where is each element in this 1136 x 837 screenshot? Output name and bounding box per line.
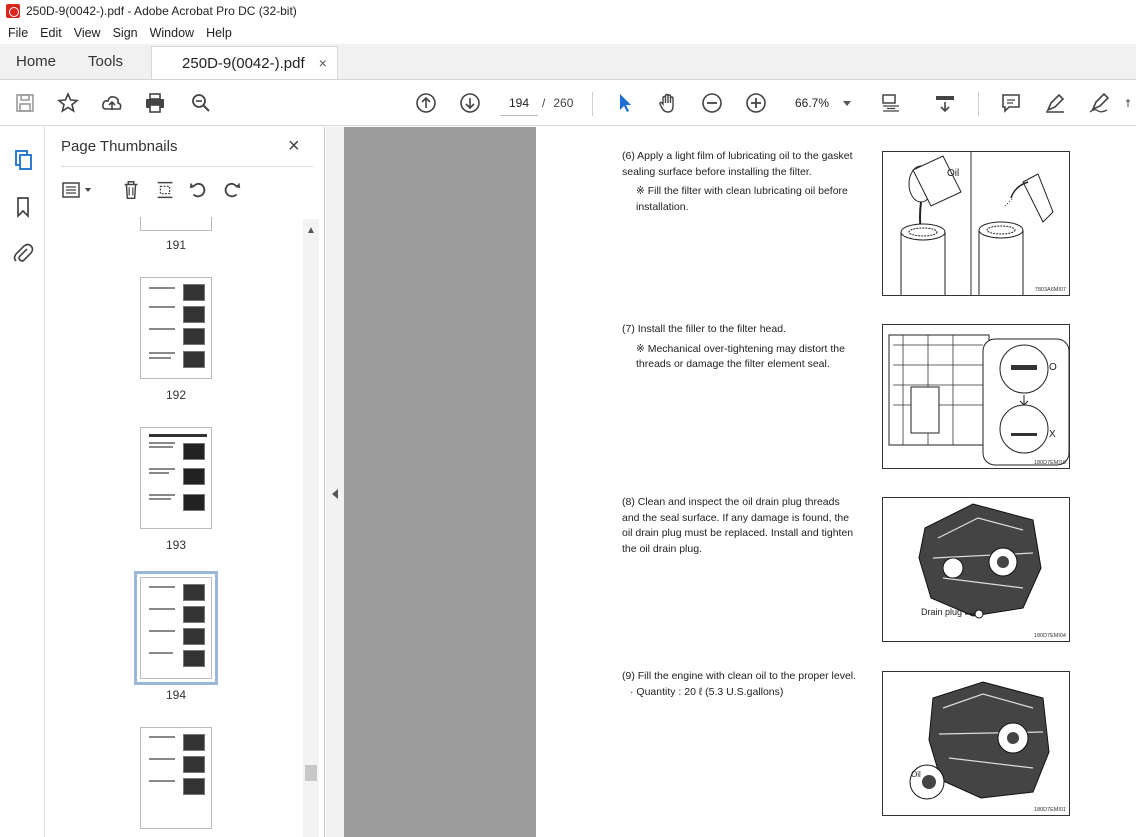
thumbnail-page-194[interactable] [140, 577, 212, 679]
figure-code: 180D7EMI01 [1033, 807, 1066, 813]
figure-label-incorrect: X [1049, 429, 1056, 440]
delete-icon[interactable] [118, 177, 144, 203]
bookmark-star-icon[interactable] [55, 90, 81, 116]
menu-bar [0, 22, 1136, 44]
figure-code: 180D7EMI10 [1033, 460, 1066, 466]
step-6-note: ※ Fill the filter with clean lubricating oil before installation. [636, 185, 848, 213]
thumbnail-page-193[interactable] [140, 427, 212, 529]
menu-edit[interactable]: Edit [40, 26, 62, 40]
toolbar-divider [978, 92, 979, 116]
menu-help[interactable]: Help [206, 26, 232, 40]
zoom-level-select[interactable]: 66.7% [787, 90, 857, 116]
thumbnail-page-191[interactable] [140, 217, 212, 231]
rotate-left-icon[interactable] [185, 177, 211, 203]
step-7-note: ※ Mechanical over-tightening may distort the threads or damage the filter element seal. [636, 342, 845, 370]
page-total-value: 260 [553, 96, 574, 110]
menu-window[interactable]: Window [149, 26, 195, 40]
figure-label-correct: O [1049, 362, 1057, 373]
thumbnail-page-192[interactable] [140, 277, 212, 379]
filter-install-illustration [883, 325, 1070, 469]
scroll-mode-icon[interactable] [932, 90, 958, 116]
close-icon[interactable]: × [288, 135, 300, 157]
figure-oil-filter [882, 151, 1070, 296]
thumbnail-page-195[interactable] [140, 727, 212, 829]
save-icon[interactable] [12, 90, 38, 116]
thumbnail-options-icon[interactable] [59, 177, 97, 203]
oil-filter-illustration [883, 152, 1070, 296]
panel-title: Page Thumbnails [61, 138, 178, 155]
left-rail [0, 127, 45, 837]
fit-page-icon[interactable] [878, 90, 904, 116]
attachments-icon[interactable] [11, 241, 35, 265]
panel-divider [61, 166, 313, 167]
figure-oil-fill [882, 671, 1070, 816]
highlight-pen-icon[interactable] [1042, 90, 1068, 116]
zoom-out-icon[interactable] [699, 90, 725, 116]
tab-document-label: 250D-9(0042-).pdf [182, 54, 305, 72]
step-7 [622, 322, 858, 373]
thumbnail-label: 193 [165, 538, 187, 552]
scroll-up-icon[interactable]: ▲ [306, 225, 316, 236]
step-9-quantity: · Quantity : 20 ℓ (5.3 U.S.gallons) [630, 685, 784, 698]
scrollbar-thumb[interactable] [305, 765, 317, 781]
tab-bar [0, 44, 1136, 80]
figure-code: 7803A6MI07 [1034, 287, 1066, 293]
step-9 [622, 669, 858, 700]
tab-document[interactable] [151, 46, 338, 79]
thumbnail-label: 192 [165, 388, 187, 402]
thumbnail-label: 194 [165, 688, 187, 702]
toolbar [0, 80, 1136, 126]
tab-home[interactable]: Home [16, 53, 57, 70]
toolbar-divider [592, 92, 593, 116]
page-thumbnails-icon[interactable] [11, 148, 35, 172]
figure-label-drain-plug: Drain plug [921, 607, 963, 617]
acrobat-icon [6, 4, 20, 18]
step-6-text: (6) Apply a light film of lubricating oil to the gasket sealing surface before installing the filter. [622, 150, 853, 178]
figure-drain-plug [882, 497, 1070, 642]
hand-tool-icon[interactable] [655, 90, 681, 116]
comment-icon[interactable] [998, 90, 1024, 116]
upload-cloud-icon[interactable] [99, 90, 125, 116]
page-total: / 260 [542, 96, 574, 110]
page-number-input[interactable]: 194 [500, 90, 538, 116]
thumbnail-list [45, 217, 305, 837]
step-8 [622, 495, 858, 557]
select-cursor-icon[interactable] [612, 90, 638, 116]
window-title: 250D-9(0042-).pdf - Adobe Acrobat Pro DC (32-bit) [26, 4, 297, 18]
step-8-text: (8) Clean and inspect the oil drain plug threads and the seal surface. If any damage is found, the oil drain plug must be replaced. Install and tighten the oil drain plug. [622, 496, 854, 555]
zoom-search-icon[interactable] [188, 90, 214, 116]
collapse-panel-handle[interactable] [326, 127, 344, 837]
next-page-icon[interactable] [457, 90, 483, 116]
bookmarks-icon[interactable] [11, 195, 35, 219]
figure-label-oil: Oil [947, 168, 960, 179]
insert-page-icon[interactable] [152, 177, 178, 203]
zoom-in-icon[interactable] [743, 90, 769, 116]
thumbnails-panel [45, 127, 325, 837]
engine-drain-illustration [883, 498, 1070, 642]
step-7-text: (7) Install the filler to the filter head. [622, 323, 786, 335]
more-tools-icon[interactable] [1124, 90, 1136, 116]
tab-close-icon[interactable]: × [318, 55, 327, 71]
rotate-right-icon[interactable] [219, 177, 245, 203]
document-page [536, 127, 1136, 837]
menu-file[interactable]: File [8, 26, 29, 40]
thumbnail-label: 191 [165, 238, 187, 252]
tab-tools[interactable]: Tools [88, 53, 124, 70]
document-background [326, 127, 536, 837]
menu-view[interactable]: View [73, 26, 101, 40]
draw-sign-icon[interactable] [1086, 90, 1112, 116]
figure-label-oil: Oil [911, 770, 921, 779]
title-bar [0, 0, 1136, 22]
engine-oil-fill-illustration [883, 672, 1070, 816]
previous-page-icon[interactable] [413, 90, 439, 116]
step-9-text: (9) Fill the engine with clean oil to the proper level. [622, 670, 857, 682]
figure-filter-install [882, 324, 1070, 469]
figure-code: 180D7EMI04 [1033, 633, 1066, 639]
print-icon[interactable] [142, 90, 168, 116]
thumbnail-scrollbar[interactable] [303, 219, 319, 837]
menu-sign[interactable]: Sign [112, 26, 138, 40]
step-6 [622, 149, 858, 215]
